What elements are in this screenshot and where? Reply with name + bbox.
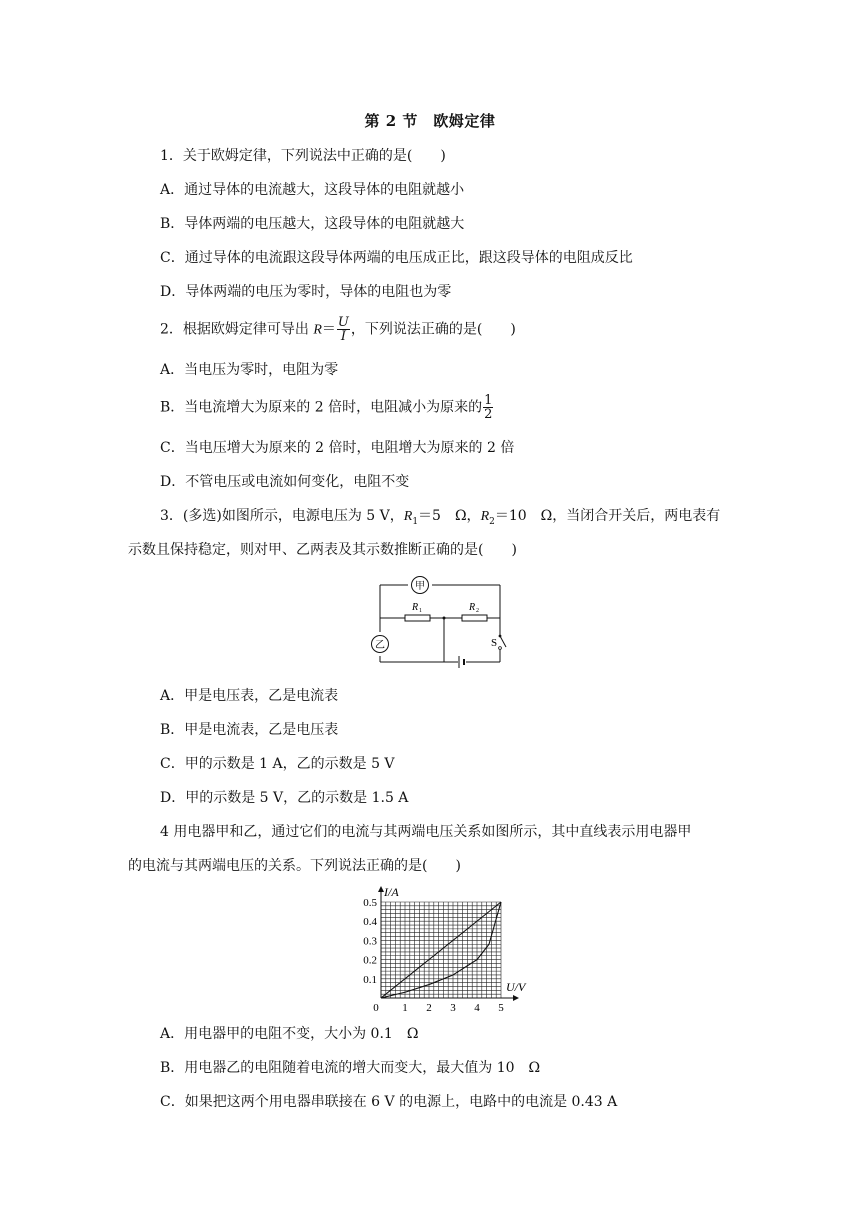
y-axis-label: I/A [384, 885, 399, 899]
q3-r1: R [403, 509, 413, 524]
q3-r2: R [480, 509, 490, 524]
x-axis-arrow [513, 995, 519, 1001]
y-tick-label: 0.3 [363, 935, 377, 948]
q4-option-b: B．用电器乙的电阻随着电流的增大而变大，最大值为 10 Ω [160, 1060, 541, 1076]
junction-dot [443, 617, 446, 620]
meter-jia [412, 577, 429, 594]
q2-option-b-fraction [483, 394, 493, 421]
q3-stem-a: 3．(多选)如图所示，电源电压为 5 V， [160, 508, 404, 524]
q1-option-a: A．通过导体的电流越大，这段导体的电阻就越小 [160, 182, 465, 198]
q1-option-c: C．通过导体的电流跟这段导体两端的电压成正比，跟这段导体的电阻成反比 [160, 250, 633, 266]
q1-option-d: D．导体两端的电压为零时，导体的电阻也为零 [160, 284, 452, 300]
meter-yi [372, 636, 389, 653]
q1-stem: 1．关于欧姆定律，下列说法中正确的是( ) [160, 148, 446, 164]
q3-option-b: B．甲是电流表，乙是电压表 [160, 722, 339, 738]
q2-option-c: C．当电压增大为原来的 2 倍时，电阻增大为原来的 2 倍 [160, 440, 515, 456]
x-tick-label: 3 [450, 1002, 456, 1014]
meter-yi-label: 乙 [375, 640, 385, 651]
section-title: 第 2 节 欧姆定律 [364, 112, 496, 130]
x-axis-label: U/V [506, 980, 526, 994]
q2-option-b [160, 394, 494, 421]
q3-option-a: A．甲是电压表，乙是电流表 [160, 688, 339, 704]
iu-chart [340, 882, 540, 1016]
q2-stem-prefix: 2．根据欧姆定律可导出 [160, 321, 314, 338]
q3-stem-line2: 示数且保持稳定，则对甲、乙两表及其示数推断正确的是( ) [128, 542, 517, 558]
q2-formula-eq: ＝ [321, 321, 336, 338]
y-tick-label: 0.5 [363, 897, 377, 909]
x-tick-label: 4 [474, 1002, 480, 1014]
y-tick-label: 0.4 [363, 916, 377, 929]
q4-option-a: A．用电器甲的电阻不变，大小为 0.1 Ω [160, 1026, 419, 1042]
resistor-r1 [405, 615, 430, 621]
switch-s-label: S [491, 637, 498, 649]
x-tick-label: 2 [426, 1002, 432, 1014]
battery [459, 656, 464, 668]
q3-option-c: C．甲的示数是 1 A，乙的示数是 5 V [160, 756, 395, 772]
q2-option-b-text: B．当电流增大为原来的 2 倍时，电阻减小为原来的 [160, 399, 483, 416]
q3-stem-line1 [160, 506, 720, 532]
q3-r1-val: ＝5 Ω， [418, 508, 481, 524]
resistor-r2 [462, 615, 487, 621]
q2-stem [160, 316, 516, 343]
switch-s [491, 635, 506, 650]
q4-stem-line2: 的电流与其两端电压的关系。下列说法正确的是( ) [128, 858, 461, 874]
series-line-jia [381, 902, 501, 998]
q4-option-c: C．如果把这两个用电器串联接在 6 V 的电源上，电路中的电流是 0.43 A [160, 1094, 618, 1110]
meter-jia-label: 甲 [415, 581, 425, 592]
q2-option-d: D．不管电压或电流如何变化，电阻不变 [160, 474, 410, 490]
circuit-diagram [370, 574, 510, 674]
origin-label: 0 [373, 1002, 379, 1014]
q2-formula-den: I [340, 329, 346, 344]
y-tick-label: 0.1 [363, 973, 377, 986]
resistor-r1-label: R [412, 602, 419, 613]
q3-r2-sub: 2 [489, 516, 495, 527]
y-tick-label: 0.2 [363, 954, 377, 967]
x-tick-label: 5 [498, 1002, 504, 1014]
q4-stem-line1: 4 用电器甲和乙，通过它们的电流与其两端电压关系如图所示，其中直线表示用电器甲 [160, 824, 692, 840]
resistor-r1-sub: 1 [419, 608, 422, 614]
q2-formula-fraction [337, 316, 350, 343]
q3-option-d: D．甲的示数是 5 V，乙的示数是 1.5 A [160, 790, 409, 806]
q1-option-b: B．导体两端的电压越大，这段导体的电阻就越大 [160, 216, 465, 232]
q2-option-b-frac-den: 2 [484, 407, 493, 422]
resistor-r2-label: R [469, 602, 476, 613]
q2-option-a: A．当电压为零时，电阻为零 [160, 362, 339, 378]
resistor-r2-sub: 2 [476, 608, 479, 614]
x-tick-label: 1 [402, 1002, 408, 1014]
q2-formula-lhs: R [313, 322, 322, 338]
q2-stem-suffix: ，下列说法正确的是( ) [350, 321, 516, 338]
q2-option-b-frac-num: 1 [484, 393, 493, 408]
q3-r2-val: ＝10 Ω，当闭合开关后，两电表有 [494, 508, 721, 524]
q2-formula-num: U [337, 315, 349, 330]
q3-r1-sub: 1 [412, 516, 419, 527]
